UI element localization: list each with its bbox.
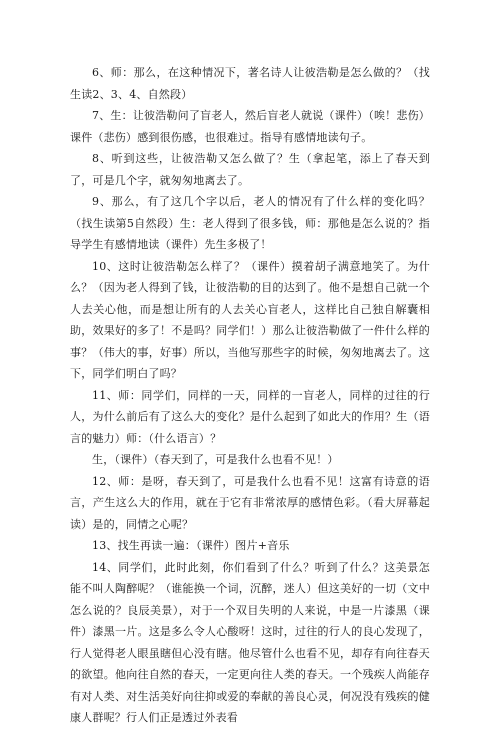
paragraph-10: 10、这时让彼浩勒怎么样了？（课件）摸着胡子满意地笑了。为什么？（因为老人得到了钱，让彼浩勒的目的达到了。他不是想自己就一个人去关心他，而是想让所有的人去关心盲老人，这样比自己独自解囊相助，效果好的多了！不是吗？同学们！）那么让彼浩勒做了一件什么样的事？（伟大的事，好事）所以，当他写那些字的时候，匆匆地离去了。这下，同学们明白了吗？: [70, 259, 430, 380]
paragraph-11: 11、师：同学们，同样的一天，同样的一盲老人，同样的过往的行人，为什么前后有了这么大的变化？是什么起到了如此大的作用？生（语言的魅力）师：（什么语言）？: [70, 388, 430, 445]
paragraph-8: 8、听到这些，让彼浩勒又怎么做了？生（拿起笔，添上了春天到了，可是几个字，就匆匆地离去了。: [70, 152, 430, 187]
document-body: [70, 62, 430, 729]
paragraph-13: 13、找生再读一遍：（课件）图片+音乐: [92, 539, 290, 552]
paragraph-12: 12、师：是呀，春天到了，可是我什么也看不见！这富有诗意的语言，产生这么大的作用，就在于它有非常浓厚的感情色彩。（看大屏幕起读）是的，同情之心呢？: [70, 474, 430, 531]
paragraph-9: 9、那么，有了这几个字以后，老人的情况有了什么样的变化吗？（找生读第5自然段）生：老人得到了很多钱，师：那他是怎么说的？指导学生有感情地读（课件）先生多极了！: [70, 195, 430, 251]
paragraph-6: 6、师：那么，在这种情况下，著名诗人让彼浩勒是怎么做的？（找生读2、3、4、自然段）: [70, 66, 430, 101]
paragraph-student-answer: 生，（课件）（春天到了，可是我什么也看不见！）: [92, 453, 339, 466]
paragraph-7: 7、生：让彼浩勒问了盲老人，然后盲老人就说（课件）（唉！悲伤）课件（悲伤）感到很伤感，也很难过。指导有感情地读句子。: [70, 109, 430, 144]
paragraph-14: 14、同学们，此时此刻，你们看到了什么？听到了什么？这美景怎能不叫人陶醉呢？（谁能换一个词，沉醉，迷人）但这美好的一切（文中怎么说的？良辰美景），对于一个双目失明的人来说，中是一片漆黑（课件）漆黑一片。这是多么令人心酸呀！这时，过往的行人的良心发现了，行人觉得老人眼虽瞎但心没有瞎。他尽管什么也看不见，却存有向往春天的欲望。他向往自然的春天，一定更向往人类的春天。一个残疾人尚能存有对人类、对生活美好向往抑或爱的奉献的善良心灵，何况没有残疾的健康人群呢？行人们正是透过外表看: [70, 560, 430, 724]
